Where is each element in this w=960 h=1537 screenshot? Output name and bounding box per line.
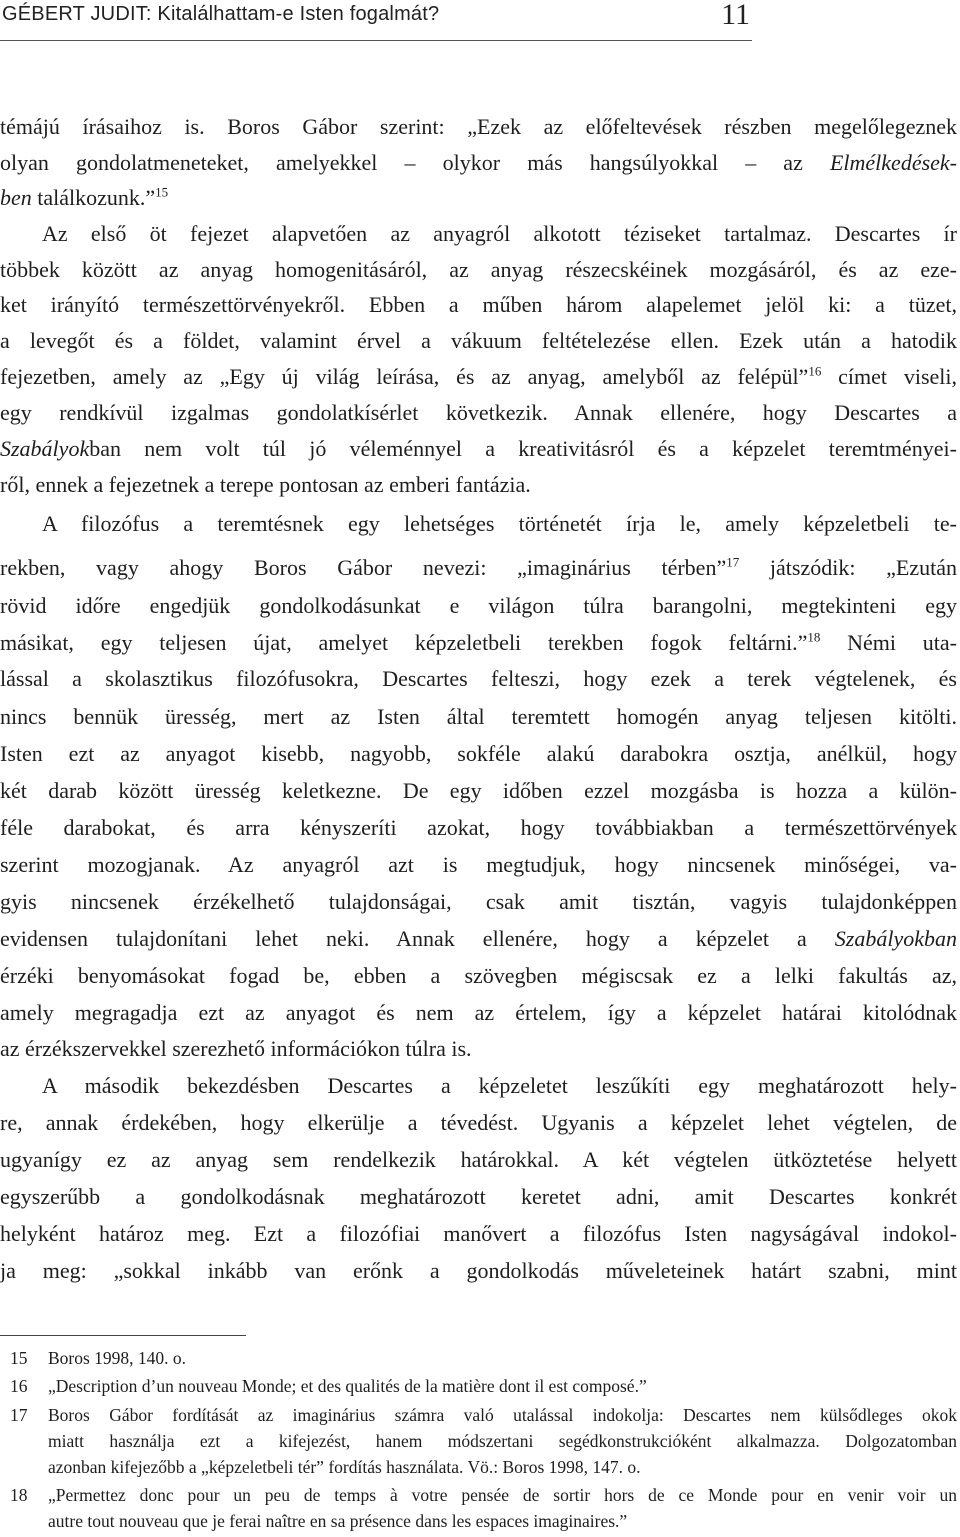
page-number: 11: [721, 0, 750, 31]
footnote-ref: 16: [808, 363, 822, 379]
text-line: re, annak érdekében, hogy elkerülje a tévedést. Ugyanis a képzelet lehet végtelen, de: [0, 1110, 957, 1135]
footnote-text: miatt használja ezt a kifejezést, hanem módszertani segédkonstrukcióként alkalmazza. Dolgozatomban: [48, 1431, 957, 1451]
footnote-ref: 17: [726, 554, 740, 570]
text-line: A második bekezdésben Descartes a képzeletet leszűkíti egy meghatározott hely-: [42, 1073, 957, 1098]
text-line: az érzékszervekkel szerezhető információkon túlra is.: [0, 1036, 472, 1061]
text-line: lással a skolasztikus filozófusokra, Descartes felteszi, hogy ezek a terek végtelenek, és: [0, 666, 957, 691]
text-line: ja meg: „sokkal inkább van erőnk a gondolkodás műveleteinek határt szabni, mint: [0, 1258, 957, 1283]
footnote-ref: 15: [155, 184, 169, 200]
text-line: gyis nincsenek érzékelhető tulajdonságai, csak amit tisztán, vagyis tulajdonképpen: [0, 889, 957, 914]
text-line: Szabályokban nem volt túl jó véleménnyel a kreativitásról és a képzelet teremtményei-: [0, 436, 957, 461]
text-line: evidensen tulajdonítani lehet neki. Annak ellenére, hogy a képzelet a Szabályokban: [0, 926, 957, 951]
footnote-number: 18: [10, 1485, 28, 1505]
text-line: témájú írásaihoz is. Boros Gábor szerint: „Ezek az előfeltevések részben megelőlegeznek: [0, 114, 957, 139]
italic-title: Szabályokban: [834, 926, 957, 951]
text-line: rövid időre engedjük gondolkodásunkat e világon túlra barangolni, megtekinteni egy: [0, 593, 957, 618]
footnote-text: Boros Gábor fordítását az imaginárius számra való utalással indokolja: Descartes nem külsődleges okok: [48, 1405, 957, 1425]
running-title: GÉBERT JUDIT: Kitalálhattam-e Isten fogalmát?: [2, 3, 440, 25]
text-line: nincs bennük üresség, mert az Isten által teremtett homogén anyag teljesen kitölti.: [0, 704, 957, 729]
italic-title: ben: [0, 185, 32, 210]
text-line: egy rendkívül izgalmas gondolatkísérlet következik. Annak ellenére, hogy Descartes a: [0, 400, 957, 425]
text-line: helyként határoz meg. Ezt a filozófiai manővert a filozófus Isten nagyságával indokol-: [0, 1221, 957, 1246]
text-line: ben találkozunk.”$^{15}$: [0, 184, 169, 210]
footnote-text: Boros 1998, 140. o.: [48, 1348, 187, 1368]
text-line: két darab között üresség keletkezne. De egy időben ezzel mozgásba is hozza a külön-: [0, 778, 957, 803]
text-line: ről, ennek a fejezetnek a terepe pontosan az emberi fantázia.: [0, 472, 531, 497]
footnote-text: azonban kifejezőbb a „képzeletbeli tér” fordítás használata. Vö.: Boros 1998, 147. o.: [48, 1457, 641, 1477]
text-line: féle darabokat, és arra kényszeríti azokat, hogy továbbiakban a természettörvények: [0, 815, 957, 840]
footnote-divider: [0, 1335, 246, 1336]
text-line: szerint mozogjanak. Az anyagról azt is megtudjuk, hogy nincsenek minőségei, va-: [0, 852, 957, 877]
footnote-text: „Description d’un nouveau Monde; et des qualités de la matière dont il est composé.”: [48, 1376, 647, 1396]
footnote-number: 15: [10, 1348, 28, 1368]
text-line: ugyanígy ez az anyag sem rendelkezik határokkal. A két végtelen ütköztetése helyett: [0, 1147, 957, 1172]
footnote-ref: 18: [807, 629, 821, 645]
text-line: Isten ezt az anyagot kisebb, nagyobb, sokféle alakú darabokra osztja, anélkül, hogy: [0, 741, 957, 766]
running-header: [0, 0, 752, 41]
text-line: rekben, vagy ahogy Boros Gábor nevezi: „imaginárius térben”$^{17}$ játszódik: „Ezután: [0, 554, 958, 580]
footnote-text: autre tout nouveau que je ferai naître en sa présence dans les espaces imaginaires.”: [48, 1511, 628, 1531]
text-line: fejezetben, amely az „Egy új világ leírása, és az anyag, amelyből az felépül”$^{16}$ címet viseli,: [0, 363, 957, 389]
text-line: ket irányító természettörvényekről. Ebben a műben három alapelemet jelöl ki: a tüzet,: [0, 292, 957, 317]
text-line: érzéki benyomásokat fogad be, ebben a szövegben mégiscsak ez a lelki fakultás az,: [0, 963, 957, 988]
text-line: amely megragadja ezt az anyagot és nem az értelem, így a képzelet határai kitolódnak: [0, 1000, 957, 1025]
text-line: másikat, egy teljesen újat, amelyet képzeletbeli terekben fogok feltárni.”$^{18}$ Némi uta-: [0, 629, 957, 655]
italic-title: Elmélkedések-: [829, 150, 957, 175]
text-line: egyszerűbb a gondolkodásnak meghatározott keretet adni, amit Descartes konkrét: [0, 1184, 957, 1209]
text-line: többek között az anyag homogenitásáról, az anyag részecskéinek mozgásáról, és az eze-: [0, 257, 957, 282]
text-line: A filozófus a teremtésnek egy lehetséges történetét írja le, amely képzeletbeli te-: [42, 511, 957, 536]
footnote-text: „Permettez donc pour un peu de temps à votre pensée de sortir hors de ce Monde pour en venir voir un: [48, 1485, 957, 1505]
text-line: olyan gondolatmeneteket, amelyekkel – olykor más hangsúlyokkal – az Elmélkedések-: [0, 150, 957, 175]
text-line: Az első öt fejezet alapvetően az anyagról alkotott téziseket tartalmaz. Descartes ír: [42, 221, 957, 246]
italic-title: Szabályok: [0, 436, 90, 461]
text-line: a levegőt és a földet, valamint érvel a vákuum feltételezése ellen. Ezek után a hatodik: [0, 328, 957, 353]
footnote-number: 16: [10, 1376, 28, 1396]
footnote-number: 17: [10, 1405, 28, 1425]
